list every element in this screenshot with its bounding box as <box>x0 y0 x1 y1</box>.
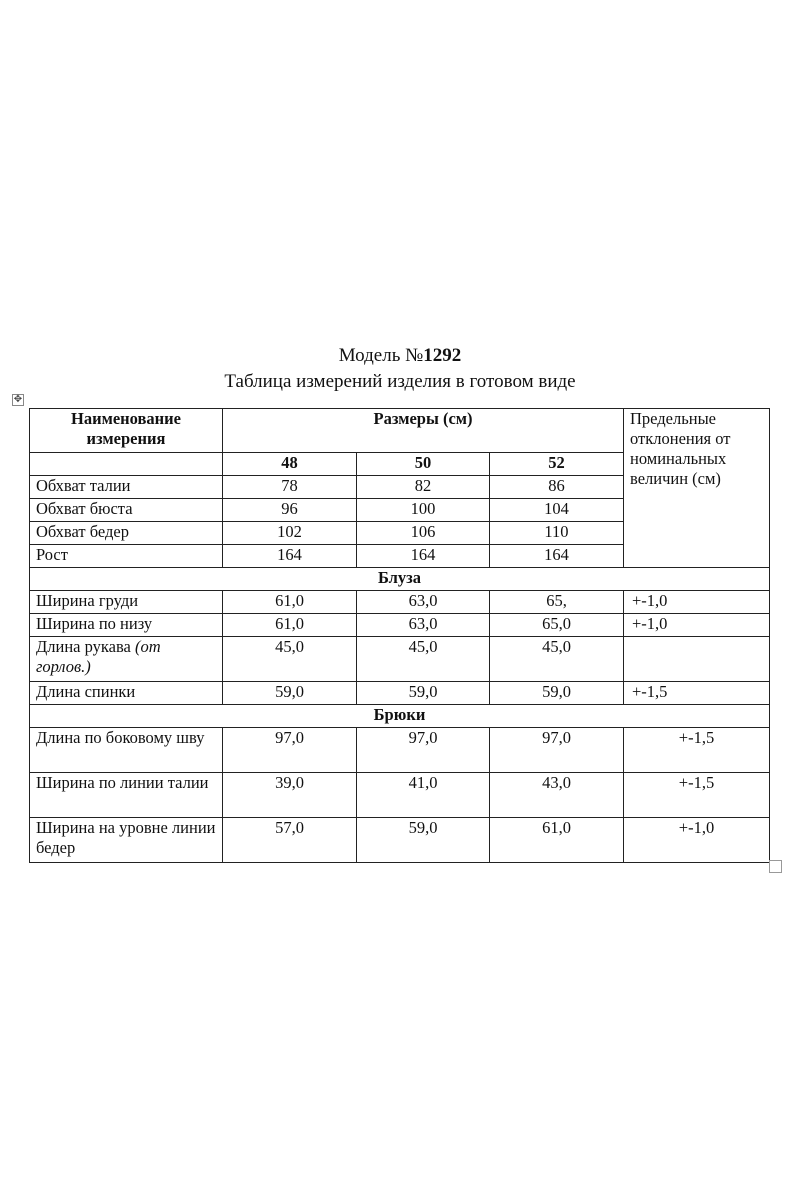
model-prefix: Модель № <box>338 345 424 366</box>
measure-value: 59,0 <box>357 682 490 705</box>
measure-name: Ширина по низу <box>30 614 223 637</box>
table-row <box>30 614 770 637</box>
measure-value: 39,0 <box>223 773 357 818</box>
measure-name-cell <box>30 637 223 682</box>
measure-value: 86 <box>490 476 624 499</box>
measure-value: 102 <box>223 522 357 545</box>
tolerance-value: +-1,5 <box>624 773 770 818</box>
section-header-blouse: Блуза <box>30 568 770 591</box>
measure-value: 59,0 <box>357 818 490 863</box>
table-row <box>30 773 770 818</box>
measure-value: 61,0 <box>223 591 357 614</box>
tolerance-value: +-1,5 <box>624 682 770 705</box>
measurements-table <box>29 408 770 863</box>
measure-name: Рост <box>30 545 223 568</box>
table-row <box>30 591 770 614</box>
measure-value: 65, <box>490 591 624 614</box>
measure-value: 45,0 <box>490 637 624 682</box>
header-sizes-cell: Размеры (см) <box>223 409 624 453</box>
header-tolerance-cell: Предельные отклонения от номинальных величин (см) <box>624 409 770 568</box>
measure-value: 164 <box>223 545 357 568</box>
measure-name: Обхват бюста <box>30 499 223 522</box>
measure-name: Длина спинки <box>30 682 223 705</box>
measure-value: 110 <box>490 522 624 545</box>
measure-value: 96 <box>223 499 357 522</box>
table-row <box>30 637 770 682</box>
model-title <box>0 343 800 369</box>
table-subtitle: Таблица измерений изделия в готовом виде <box>224 371 576 392</box>
measure-value: 164 <box>357 545 490 568</box>
measure-value: 59,0 <box>223 682 357 705</box>
measure-value: 82 <box>357 476 490 499</box>
measure-value: 97,0 <box>490 728 624 773</box>
size-header-cell: 52 <box>490 453 624 476</box>
measure-value: 78 <box>223 476 357 499</box>
measure-value: 63,0 <box>357 591 490 614</box>
table-row <box>30 818 770 863</box>
section-header-trousers: Брюки <box>30 705 770 728</box>
measure-value: 45,0 <box>223 637 357 682</box>
model-number: 1292 <box>423 345 462 366</box>
measure-value: 45,0 <box>357 637 490 682</box>
measure-value: 164 <box>490 545 624 568</box>
tolerance-value: +-1,0 <box>624 591 770 614</box>
size-header-cell: 48 <box>223 453 357 476</box>
measure-value: 61,0 <box>490 818 624 863</box>
measure-value: 57,0 <box>223 818 357 863</box>
measure-value: 104 <box>490 499 624 522</box>
measure-name: Обхват бедер <box>30 522 223 545</box>
table-move-handle-icon[interactable]: ✥ <box>13 394 23 405</box>
measure-value: 59,0 <box>490 682 624 705</box>
tolerance-value: +-1,0 <box>624 614 770 637</box>
measure-value: 63,0 <box>357 614 490 637</box>
measure-value: 97,0 <box>357 728 490 773</box>
measure-value: 106 <box>357 522 490 545</box>
tolerance-value <box>624 637 770 682</box>
measure-name: Ширина груди <box>30 591 223 614</box>
tolerance-value: +-1,0 <box>624 818 770 863</box>
measure-value: 41,0 <box>357 773 490 818</box>
table-resize-handle[interactable] <box>769 860 782 873</box>
table-row <box>30 728 770 773</box>
measure-name: Ширина на уровне линии бедер <box>30 818 223 863</box>
header-blank-cell <box>30 453 223 476</box>
measure-name-note: (от горлов.) <box>36 637 161 676</box>
size-header-cell: 50 <box>357 453 490 476</box>
table-row <box>30 682 770 705</box>
document-title <box>0 343 800 395</box>
measure-name: Обхват талии <box>30 476 223 499</box>
measure-name: Длина по боковому шву <box>30 728 223 773</box>
measure-name: Ширина по линии талии <box>30 773 223 818</box>
measure-value: 100 <box>357 499 490 522</box>
header-name-cell: Наименование измерения <box>30 409 223 453</box>
measure-value: 43,0 <box>490 773 624 818</box>
measure-value: 97,0 <box>223 728 357 773</box>
measure-value: 65,0 <box>490 614 624 637</box>
measure-name: Длина рукава <box>36 637 131 656</box>
tolerance-value: +-1,5 <box>624 728 770 773</box>
measure-value: 61,0 <box>223 614 357 637</box>
